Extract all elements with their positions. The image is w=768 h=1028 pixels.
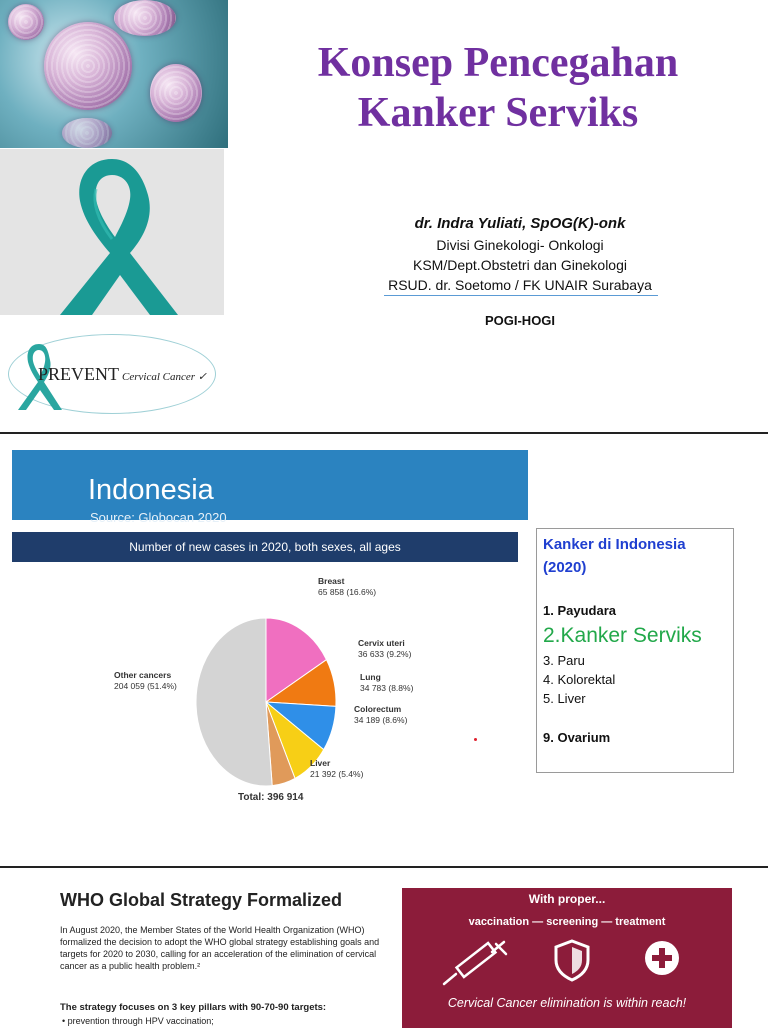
pie-label-lung [360,672,413,694]
slide-title-heading [230,38,766,138]
who-title: WHO Global Strategy Formalized [60,890,343,910]
rank-item-2: 2.Kanker Serviks [543,624,702,647]
hpv-virus-image [0,0,228,148]
pie-label-value: 34 189 (8.6%) [354,715,408,725]
pie-label-other-cancers [114,670,177,692]
header-source: Source: Globocan 2020 [90,510,227,525]
rank-item-3: 3. Paru [543,653,585,668]
cancer-ranking-box [536,528,734,773]
title-line-2: Kanker Serviks [357,90,639,136]
elimination-foot: Cervical Cancer elimination is within reach! [447,996,687,1010]
elimination-box [402,888,732,1028]
logo-prevent-text: PREVENT [38,364,119,384]
pie-label-cervix-uteri [358,638,411,660]
who-paragraph: In August 2020, the Member States of the World Health Organization (WHO) formalized the decision to adopt the WHO global strategy establishing goals and targets for 2020 to 2030, calling for an acceleration of the elimination of cervical cancer as a public health problem.² [60,925,380,971]
red-dot-mark [474,738,477,741]
rank-item-4: 4. Kolorektal [543,672,616,687]
pie-label-value: 36 633 (9.2%) [358,649,412,659]
plus-icon [642,938,682,978]
pie-label-name: Breast [318,576,345,586]
affiliation-hospital: RSUD. dr. Soetomo / FK UNAIR Surabaya [388,277,652,293]
slide-title [0,0,768,432]
pie-slice-other-cancers [196,618,272,786]
slide-who-strategy [0,868,768,1024]
pie-total: Total: 396 914 [238,792,304,803]
pie-label-value: 65 858 (16.6%) [318,587,377,597]
affiliation-underline [384,295,658,296]
pie-label-name: Colorectum [354,704,402,714]
rank-item-5: 5. Liver [543,691,586,706]
ranking-title-line-1: Kanker di Indonesia [543,536,686,553]
who-pillars-line: The strategy focuses on 3 key pillars with 90-70-90 targets: [60,1002,327,1013]
organization: POGI-HOGI [484,313,556,328]
rank-item-1: 1. Payudara [543,603,616,618]
header-title: Indonesia [88,474,214,506]
pie-label-value: 204 059 (51.4%) [114,681,177,691]
awareness-ribbon-image [0,149,224,315]
pie-label-name: Other cancers [114,670,172,680]
elimination-head: With proper... [528,892,606,906]
globocan-header [12,450,528,525]
pie-label-name: Cervix uteri [358,638,405,648]
title-line-1: Konsep Pencegahan [317,40,679,86]
logo-subtext: Cervical Cancer ✓ [122,371,207,383]
pie-label-name: Liver [310,758,331,768]
affiliation-division: Divisi Ginekologi- Onkologi [436,237,604,253]
syringe-icon [440,940,512,988]
elimination-pillars: vaccination — screening — treatment [468,916,666,928]
pie-label-value: 21 392 (5.4%) [310,769,364,779]
who-bullet: • prevention through HPV vaccination; [62,1016,214,1026]
author-name: dr. Indra Yuliati, SpOG(K)-onk [414,215,626,232]
prevent-cervical-cancer-logo [0,318,224,430]
pie-label-name: Lung [360,672,381,682]
pie-label-value: 34 783 (8.8%) [360,683,414,693]
chart-caption-bar: Number of new cases in 2020, both sexes, all ages [12,532,518,562]
pie-label-colorectum [354,704,407,726]
pie-label-liver [310,758,363,780]
affiliation-department: KSM/Dept.Obstetri dan Ginekologi [413,257,627,273]
check-icon: ✓ [197,371,207,383]
ranking-title [543,533,727,579]
pie-label-breast [318,576,376,598]
ranking-title-line-2: (2020) [543,559,587,576]
shield-icon [552,938,592,982]
rank-item-9: 9. Ovarium [543,730,611,745]
